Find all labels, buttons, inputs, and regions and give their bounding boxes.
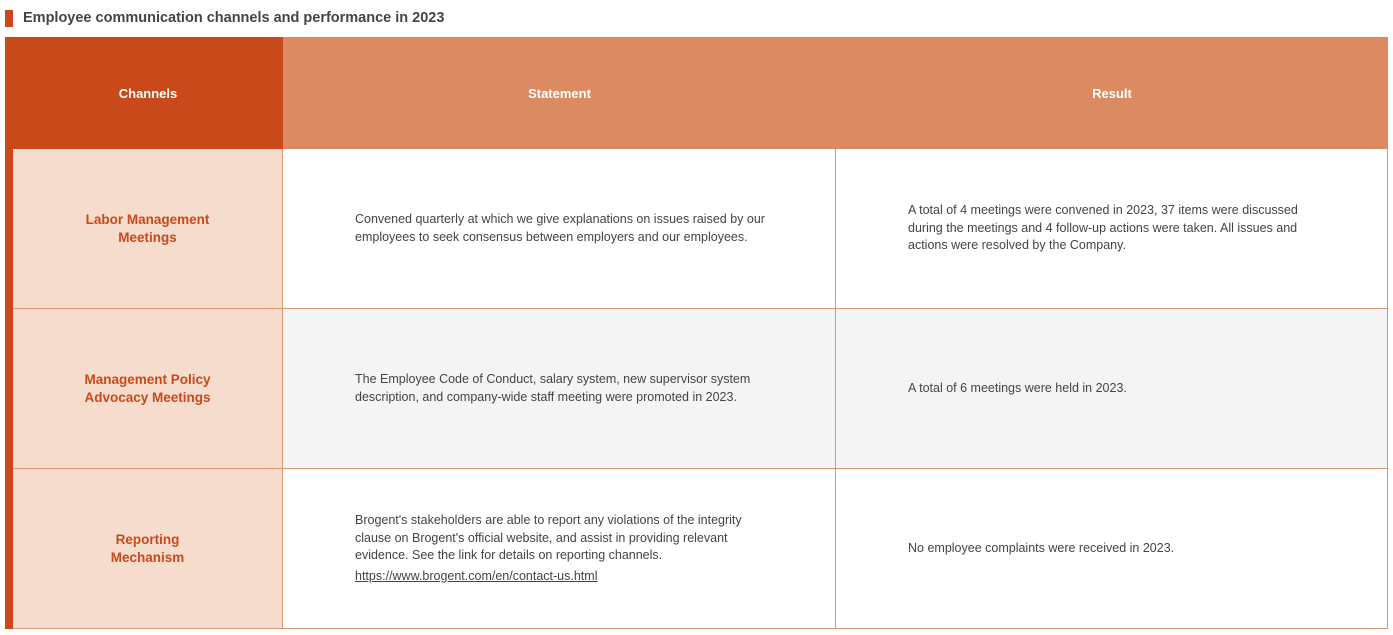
reporting-channels-link[interactable]: https://www.brogent.com/en/contact-us.html [355, 568, 598, 583]
statement-cell [283, 149, 836, 308]
result-text: No employee complaints were received in 2023. [908, 540, 1175, 555]
channel-cell [13, 309, 283, 468]
result-cell [836, 469, 1388, 628]
header-channels: Channels [13, 37, 283, 149]
statement-text: Convened quarterly at which we give explanations on issues raised by our employees to seek consensus between employers and our employees. [355, 212, 765, 244]
communication-channels-table [5, 37, 1388, 629]
table-header-row [13, 37, 1388, 149]
channel-name: Reporting Mechanism [110, 532, 185, 565]
result-cell [836, 149, 1388, 308]
header-statement: Statement [283, 37, 836, 149]
title-accent-bar [5, 10, 13, 27]
statement-text: Brogent's stakeholders are able to report any violations of the integrity clause on Brogent's official website, and assist in providing relevant evidence. See the link for details on reporting channels. [355, 513, 742, 562]
statement-block [355, 512, 775, 585]
result-text: A total of 4 meetings were convened in 2023, 37 items were discussed during the meetings and 4 follow-up actions were taken. All issues and actions were resolved by the Company. [908, 203, 1298, 253]
table-row [13, 309, 1388, 469]
channel-name: Labor Management Meetings [85, 212, 210, 245]
channel-cell [13, 149, 283, 308]
statement-cell [283, 309, 836, 468]
table-row [13, 149, 1388, 309]
header-result: Result [836, 37, 1388, 149]
title-block [5, 9, 444, 27]
statement-cell [283, 469, 836, 628]
page-title: Employee communication channels and performance in 2023 [23, 10, 445, 26]
statement-text: The Employee Code of Conduct, salary system, new supervisor system description, and company-wide staff meeting were promoted in 2023. [355, 372, 751, 404]
result-cell [836, 309, 1388, 468]
channel-cell [13, 469, 283, 628]
result-text: A total of 6 meetings were held in 2023. [908, 380, 1127, 395]
channel-name: Management Policy Advocacy Meetings [84, 372, 211, 405]
table-row [13, 469, 1388, 629]
